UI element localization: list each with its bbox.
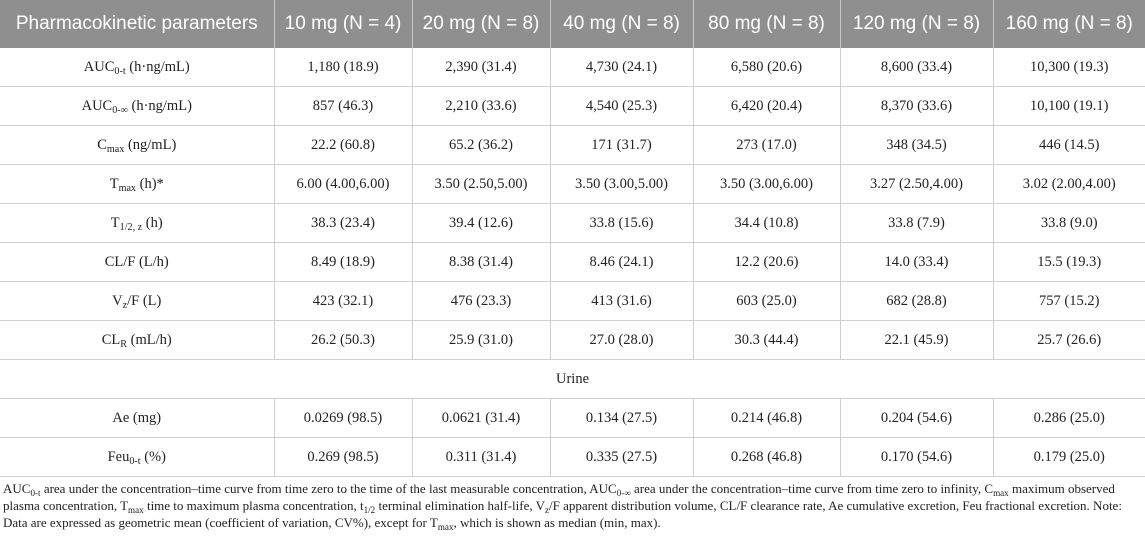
section-label: Urine <box>0 360 1145 399</box>
parameter-name: Ae (mg) <box>112 409 162 426</box>
parameter-unit: (h·ng/mL) <box>125 58 190 75</box>
parameter-subscript: max <box>106 143 125 155</box>
value-cell: 0.214 (46.8) <box>693 399 840 438</box>
parameter-subscript: R <box>120 338 128 350</box>
value-cell: 3.50 (3.00,5.00) <box>550 165 693 204</box>
header-cell: 20 mg (N = 8) <box>412 0 550 48</box>
value-cell: 446 (14.5) <box>993 126 1145 165</box>
value-cell: 25.9 (31.0) <box>412 321 550 360</box>
value-cell: 3.02 (2.00,4.00) <box>993 165 1145 204</box>
parameter-name: T <box>109 175 119 192</box>
table-row <box>0 282 1145 321</box>
value-cell: 476 (23.3) <box>412 282 550 321</box>
section-row <box>0 360 1145 399</box>
parameter-name: AUC <box>83 58 115 75</box>
value-cell: 0.0621 (31.4) <box>412 399 550 438</box>
parameter-subscript: 0-t <box>129 455 141 467</box>
value-cell: 33.8 (7.9) <box>840 204 993 243</box>
table-header-row <box>0 0 1145 48</box>
footnote-text: maximum observed plasma concentration, T <box>3 481 1115 513</box>
table-row <box>0 126 1145 165</box>
footnote-subscript: max <box>437 522 454 532</box>
footnote-subscript: max <box>128 505 144 515</box>
value-cell: 348 (34.5) <box>840 126 993 165</box>
header-cell: Pharmacokinetic parameters <box>0 0 274 48</box>
footnote-subscript: max <box>993 488 1009 498</box>
value-cell: 4,730 (24.1) <box>550 48 693 87</box>
value-cell: 8.49 (18.9) <box>274 243 412 282</box>
table-footnote <box>3 480 1143 531</box>
footnote-text: , which is shown as median (min, max). <box>453 515 661 530</box>
value-cell: 682 (28.8) <box>840 282 993 321</box>
value-cell: 0.311 (31.4) <box>412 438 550 477</box>
value-cell: 0.0269 (98.5) <box>274 399 412 438</box>
value-cell: 0.286 (25.0) <box>993 399 1145 438</box>
header-cell: 80 mg (N = 8) <box>693 0 840 48</box>
header-cell: 120 mg (N = 8) <box>840 0 993 48</box>
parameter-subscript: 1/2, z <box>119 221 143 233</box>
parameter-subscript: 0-t <box>114 65 126 77</box>
header-cell: 40 mg (N = 8) <box>550 0 693 48</box>
value-cell: 6.00 (4.00,6.00) <box>274 165 412 204</box>
value-cell: 0.170 (54.6) <box>840 438 993 477</box>
table-row <box>0 87 1145 126</box>
footnote-text: time to maximum plasma concentration, t <box>143 498 364 513</box>
footnote-text: terminal elimination half-life, V <box>375 498 545 513</box>
parameter-name: CL/F (L/h) <box>104 253 169 270</box>
parameter-name: C <box>97 136 107 153</box>
parameter-subscript: 0-∞ <box>112 104 128 116</box>
parameter-unit: (%) <box>140 448 166 465</box>
value-cell: 757 (15.2) <box>993 282 1145 321</box>
value-cell: 26.2 (50.3) <box>274 321 412 360</box>
parameter-unit: /F (L) <box>127 292 162 309</box>
parameter-cell <box>0 321 274 360</box>
parameter-cell <box>0 204 274 243</box>
table-row <box>0 399 1145 438</box>
value-cell: 22.2 (60.8) <box>274 126 412 165</box>
parameter-unit: (mL/h) <box>127 331 172 348</box>
value-cell: 8,600 (33.4) <box>840 48 993 87</box>
value-cell: 3.50 (3.00,6.00) <box>693 165 840 204</box>
value-cell: 8.46 (24.1) <box>550 243 693 282</box>
footnote-subscript: z <box>545 505 550 515</box>
footnote-text: area under the concentration–time curve from time zero to the time of the last measurable concentration, AUC <box>40 481 617 496</box>
value-cell: 34.4 (10.8) <box>693 204 840 243</box>
value-cell: 39.4 (12.6) <box>412 204 550 243</box>
parameter-name: T <box>110 214 120 231</box>
value-cell: 0.269 (98.5) <box>274 438 412 477</box>
value-cell: 273 (17.0) <box>693 126 840 165</box>
value-cell: 171 (31.7) <box>550 126 693 165</box>
value-cell: 0.134 (27.5) <box>550 399 693 438</box>
value-cell: 15.5 (19.3) <box>993 243 1145 282</box>
value-cell: 6,580 (20.6) <box>693 48 840 87</box>
parameter-cell <box>0 87 274 126</box>
value-cell: 8,370 (33.6) <box>840 87 993 126</box>
parameter-subscript: max <box>118 182 136 194</box>
value-cell: 0.335 (27.5) <box>550 438 693 477</box>
value-cell: 33.8 (15.6) <box>550 204 693 243</box>
table-row <box>0 438 1145 477</box>
parameter-cell <box>0 165 274 204</box>
table-row <box>0 48 1145 87</box>
value-cell: 10,300 (19.3) <box>993 48 1145 87</box>
value-cell: 33.8 (9.0) <box>993 204 1145 243</box>
parameter-unit: (h)* <box>136 175 164 192</box>
parameter-cell <box>0 399 274 438</box>
value-cell: 10,100 (19.1) <box>993 87 1145 126</box>
value-cell: 2,390 (31.4) <box>412 48 550 87</box>
value-cell: 30.3 (44.4) <box>693 321 840 360</box>
parameter-unit: (h) <box>142 214 163 231</box>
value-cell: 14.0 (33.4) <box>840 243 993 282</box>
value-cell: 3.27 (2.50,4.00) <box>840 165 993 204</box>
value-cell: 0.268 (46.8) <box>693 438 840 477</box>
value-cell: 12.2 (20.6) <box>693 243 840 282</box>
value-cell: 25.7 (26.6) <box>993 321 1145 360</box>
value-cell: 65.2 (36.2) <box>412 126 550 165</box>
parameter-cell <box>0 48 274 87</box>
value-cell: 38.3 (23.4) <box>274 204 412 243</box>
value-cell: 6,420 (20.4) <box>693 87 840 126</box>
value-cell: 2,210 (33.6) <box>412 87 550 126</box>
footnote-subscript: 0-∞ <box>616 488 631 498</box>
parameter-name: CL <box>101 331 121 348</box>
table-row <box>0 321 1145 360</box>
parameter-unit: (h·ng/mL) <box>127 97 192 114</box>
parameter-name: AUC <box>81 97 113 114</box>
parameter-name: Feu <box>107 448 130 465</box>
footnote-text: AUC <box>3 481 31 496</box>
table-row <box>0 243 1145 282</box>
footnote-text: area under the concentration–time curve from time zero to infinity, C <box>630 481 994 496</box>
parameter-cell <box>0 438 274 477</box>
value-cell: 603 (25.0) <box>693 282 840 321</box>
value-cell: 8.38 (31.4) <box>412 243 550 282</box>
parameter-cell <box>0 282 274 321</box>
value-cell: 22.1 (45.9) <box>840 321 993 360</box>
parameter-cell <box>0 126 274 165</box>
header-cell: 160 mg (N = 8) <box>993 0 1145 48</box>
value-cell: 413 (31.6) <box>550 282 693 321</box>
value-cell: 3.50 (2.50,5.00) <box>412 165 550 204</box>
value-cell: 857 (46.3) <box>274 87 412 126</box>
value-cell: 1,180 (18.9) <box>274 48 412 87</box>
table-row <box>0 165 1145 204</box>
value-cell: 27.0 (28.0) <box>550 321 693 360</box>
value-cell: 0.179 (25.0) <box>993 438 1145 477</box>
value-cell: 4,540 (25.3) <box>550 87 693 126</box>
parameter-subscript: z <box>122 299 128 311</box>
footnote-text: /F apparent distribution volume, CL/F clearance rate, Ae cumulative excretion, Feu fractional excretion. Note: Data are expressed as geometric mean (coefficient of variation, CV%), except for T <box>3 498 1122 530</box>
value-cell: 0.204 (54.6) <box>840 399 993 438</box>
parameter-cell <box>0 243 274 282</box>
table-row <box>0 204 1145 243</box>
parameter-name: V <box>112 292 123 309</box>
value-cell: 423 (32.1) <box>274 282 412 321</box>
parameter-unit: (ng/mL) <box>124 136 177 153</box>
footnote-subscript: 1/2 <box>363 505 376 515</box>
footnote-subscript: 0-t <box>30 488 41 498</box>
header-cell: 10 mg (N = 4) <box>274 0 412 48</box>
